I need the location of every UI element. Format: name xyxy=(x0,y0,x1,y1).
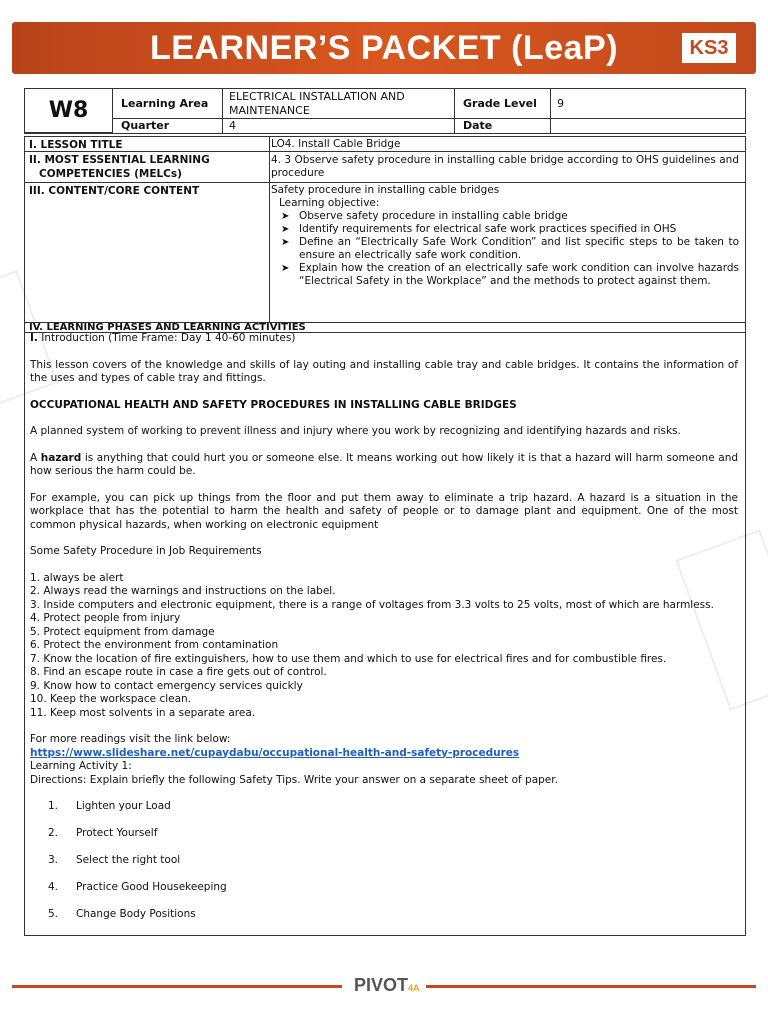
procedures-list xyxy=(30,572,738,721)
readings-link[interactable]: https://www.slideshare.net/cupaydabu/occupational-health-and-safety-procedures xyxy=(30,746,520,759)
intro-text: Introduction (Time Frame: Day 1 40-60 minutes) xyxy=(41,332,296,344)
pivot-logo xyxy=(354,975,420,997)
page-title: LEARNER’S PACKET (LeaP) xyxy=(149,29,619,67)
tip-number: 1. xyxy=(48,800,59,812)
phases-label: IV. LEARNING PHASES AND LEARNING ACTIVITIES xyxy=(29,322,306,333)
tip-number: 3. xyxy=(48,854,59,866)
procedure-item: 5. Protect equipment from damage xyxy=(30,625,215,638)
content-label: III. CONTENT/CORE CONTENT xyxy=(29,185,200,197)
tip-text: Lighten your Load xyxy=(76,800,171,812)
lesson-body xyxy=(30,332,738,935)
lesson-title-row xyxy=(25,137,745,152)
content-block xyxy=(271,184,739,288)
procedures-heading: Some Safety Procedure in Job Requirements xyxy=(30,545,262,557)
overview-paragraph: This lesson covers of the knowledge and skills of lay outing and installing cable tray and cable bridges. It contains the information of the uses and types of cable tray and fittings. xyxy=(30,358,738,384)
tip-item xyxy=(48,827,738,854)
tip-item xyxy=(48,800,738,827)
tip-item xyxy=(48,908,738,935)
procedure-item: 4. Protect people from injury xyxy=(30,612,181,624)
hazard-paragraph xyxy=(30,452,738,479)
procedure-item: 1. always be alert xyxy=(30,571,124,584)
procedure-item: 7. Know the location of fire extinguishers, how to use them and which to use for electrical fires and for combustible fires. xyxy=(30,652,667,665)
ohs-heading: OCCUPATIONAL HEALTH AND SAFETY PROCEDURES IN INSTALLING CABLE BRIDGES xyxy=(30,398,517,411)
content-row xyxy=(25,183,745,323)
melc-label-line-1: II. MOST ESSENTIAL LEARNING xyxy=(29,154,210,166)
objective-item: ➤ Observe safety procedure in installing cable bridge xyxy=(279,210,739,223)
logo-accent: 4A xyxy=(408,983,420,993)
tip-text: Select the right tool xyxy=(76,854,181,866)
objective-item: ➤ Identify requirements for electrical safe work practices specified in OHS xyxy=(279,223,739,236)
header-banner xyxy=(12,22,756,74)
tip-number: 5. xyxy=(48,908,59,920)
hazard-term: hazard xyxy=(40,451,82,464)
quarter-label: Quarter xyxy=(113,119,223,133)
objective-list xyxy=(279,210,739,288)
tip-text: Practice Good Housekeeping xyxy=(76,881,227,893)
quarter-value: 4 xyxy=(223,119,455,133)
procedure-item: 3. Inside computers and electronic equipment, there is a range of voltages from 3.3 volts to 25 volts, most of which are harmless. xyxy=(30,598,714,611)
ks-badge: KS3 xyxy=(682,33,736,63)
info-table xyxy=(24,88,746,134)
footer-line-right xyxy=(426,985,756,988)
learning-area-label: Learning Area xyxy=(113,89,223,119)
tip-text: Protect Yourself xyxy=(76,827,158,839)
grade-level-value: 9 xyxy=(551,89,745,119)
tip-item xyxy=(48,854,738,881)
tips-list xyxy=(30,800,738,935)
hazard-definition: is anything that could hurt you or someone else. It means working out how likely it is that a hazard will harm someone and how serious the harm could be. xyxy=(30,451,739,477)
melc-row xyxy=(25,152,745,183)
objective-heading: Learning objective: xyxy=(279,197,380,209)
date-label: Date xyxy=(455,119,551,133)
date-value xyxy=(551,119,745,133)
content-value: Safety procedure in installing cable bridges xyxy=(271,184,500,196)
column-divider xyxy=(269,137,270,323)
activity-title: Learning Activity 1: xyxy=(30,760,132,772)
intro-marker: I. xyxy=(30,332,38,344)
procedure-item: 10. Keep the workspace clean. xyxy=(30,693,192,705)
footer-line-left xyxy=(12,985,342,988)
tip-number: 4. xyxy=(48,881,59,893)
tip-item xyxy=(48,881,738,908)
objective-item: ➤ Explain how the creation of an electrically safe work condition can involve hazards “Electrical Safety in the Workplace” and the methods to protect against them. xyxy=(279,262,739,288)
readings-text: For more readings visit the link below: xyxy=(30,733,231,745)
tip-text: Change Body Positions xyxy=(76,908,196,920)
procedure-item: 8. Find an escape route in case a fire gets out of control. xyxy=(30,666,327,678)
example-paragraph: For example, you can pick up things from the floor and put them away to eliminate a trip hazard. A hazard is a situation in the workplace that has the potential to harm the health and safety of people or to damage plant and equipment. One of the most common physical hazards, when working on electronic equipment xyxy=(30,491,738,531)
melc-label-line-2: COMPETENCIES (MELCs) xyxy=(39,168,182,180)
procedure-item: 11. Keep most solvents in a separate area. xyxy=(30,706,256,719)
planned-system-paragraph: A planned system of working to prevent illness and injury where you work by recognizing and identifying hazards and risks. xyxy=(30,425,681,437)
logo-text: PIVOT xyxy=(354,975,409,995)
procedure-item: 9. Know how to contact emergency services quickly xyxy=(30,679,303,692)
melc-value: 4. 3 Observe safety procedure in installing cable bridge according to OHS guidelines and procedure xyxy=(271,154,739,179)
hazard-article: A xyxy=(30,451,38,464)
tip-number: 2. xyxy=(48,827,59,839)
learning-area-value: ELECTRICAL INSTALLATION AND MAINTENANCE xyxy=(223,89,455,119)
objective-item: ➤ Define an “Electrically Safe Work Condition” and list specific steps to be taken to ensure an electrically safe work condition. xyxy=(279,236,739,262)
grade-level-label: Grade Level xyxy=(455,89,551,119)
lesson-title-label: I. LESSON TITLE xyxy=(29,139,123,151)
week-label: W8 xyxy=(25,89,113,133)
lesson-title-value: LO4. Install Cable Bridge xyxy=(271,138,401,150)
procedure-item: 2. Always read the warnings and instructions on the label. xyxy=(30,585,336,597)
procedure-item: 6. Protect the environment from contamination xyxy=(30,639,279,651)
activity-directions: Directions: Explain briefly the following Safety Tips. Write your answer on a separate sheet of paper. xyxy=(30,773,558,786)
